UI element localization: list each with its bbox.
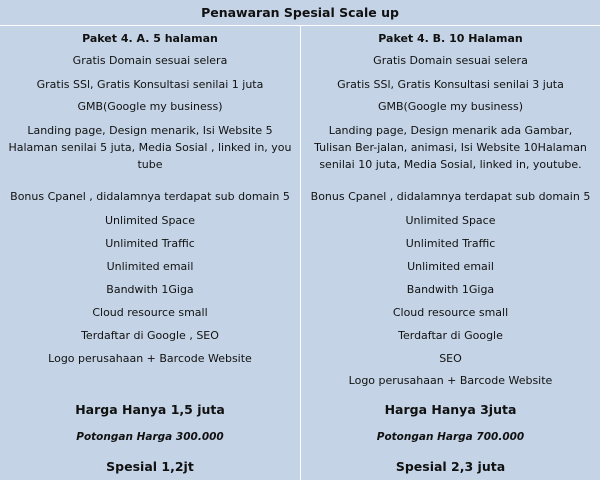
package-b-feature: Gratis SSl, Gratis Konsultasi senilai 3 juta: [337, 78, 564, 91]
package-a-heading: Paket 4. A. 5 halaman: [82, 32, 218, 45]
package-b-feature: Unlimited Space: [405, 214, 496, 227]
package-b-feature: Unlimited Traffic: [405, 237, 496, 250]
package-b-feature: Unlimited email: [407, 260, 494, 273]
package-a-feature: Unlimited email: [106, 260, 194, 273]
package-b-feature: SEO: [439, 352, 462, 365]
package-b-special-price: Spesial 2,3 juta: [395, 459, 506, 474]
package-a-feature: Gratis Domain sesuai selera: [72, 54, 228, 67]
package-b-feature: Logo perusahaan + Barcode Website: [348, 374, 553, 387]
package-a-feature: Unlimited Space: [105, 214, 195, 227]
package-a-feature: GMB(Google my business): [77, 100, 223, 113]
package-b-feature: Bonus Cpanel , didalamnya terdapat sub domain 5: [310, 190, 591, 203]
package-a-feature: Cloud resource small: [92, 306, 208, 319]
package-b-discount: Potongan Harga 700.000: [376, 431, 525, 443]
package-b-feature: GMB(Google my business): [377, 100, 524, 113]
package-a-feature: Gratis SSl, Gratis Konsultasi senilai 1 juta: [36, 78, 264, 91]
package-a-feature: Bonus Cpanel , didalamnya terdapat sub domain 5: [10, 190, 290, 203]
package-b-column: [300, 26, 600, 480]
package-a-special-price: Spesial 1,2jt: [106, 459, 194, 474]
package-a-feature: Bandwith 1Giga: [106, 283, 194, 296]
package-a-price: Harga Hanya 1,5 juta: [75, 402, 225, 417]
page-title: Penawaran Spesial Scale up: [0, 0, 600, 26]
package-columns: [0, 26, 600, 480]
package-a-feature: Landing page, Design menarik, Isi Website 5 Halaman senilai 5 juta, Media Sosial , linked in, you tube: [8, 124, 292, 171]
package-b-price: Harga Hanya 3juta: [384, 402, 517, 417]
package-a-column: [0, 26, 300, 480]
package-b-feature: Gratis Domain sesuai selera: [373, 54, 528, 67]
package-a-discount: Potongan Harga 300.000: [76, 431, 224, 443]
package-a-feature: Logo perusahaan + Barcode Website: [48, 352, 252, 365]
package-b-feature: Bandwith 1Giga: [406, 283, 495, 296]
package-b-feature: Landing page, Design menarik ada Gambar, Tulisan Ber-jalan, animasi, Isi Website 10Halaman senilai 10 juta, Media Sosial, linked in, youtube.: [314, 124, 587, 171]
package-a-feature: Terdaftar di Google , SEO: [81, 329, 219, 342]
package-b-heading: Paket 4. B. 10 Halaman: [378, 32, 523, 45]
package-b-feature: Cloud resource small: [392, 306, 509, 319]
package-a-feature: Unlimited Traffic: [105, 237, 195, 250]
package-b-feature: Terdaftar di Google: [398, 329, 503, 342]
